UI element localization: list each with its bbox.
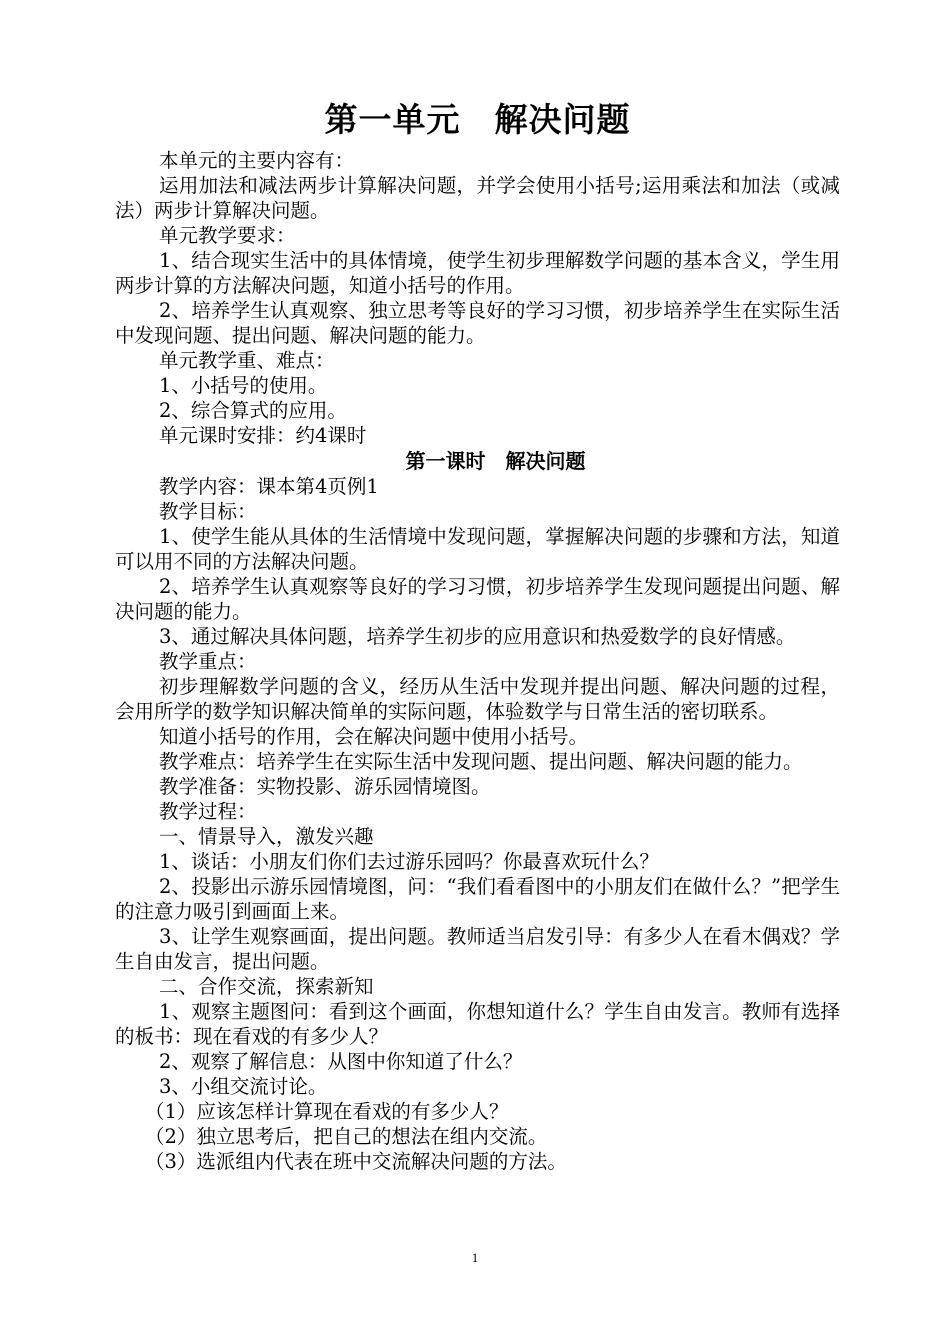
paragraph: 单元课时安排：约4课时: [159, 424, 367, 447]
paragraph: 1、小括号的使用。: [159, 374, 328, 397]
paragraph: 3、让学生观察画面，提出问题。教师适当启发引导：有多少人在看木偶戏？学生自由发言，提出问题。: [115, 925, 840, 973]
paragraph: 初步理解数学问题的含义，经历从生活中发现并提出问题、解决问题的过程，会用所学的数学知识解决简单的实际问题，体验数学与日常生活的密切联系。: [115, 675, 840, 723]
paragraph: 运用加法和减法两步计算解决问题，并学会使用小括号;运用乘法和加法（或减法）两步计算解决问题。: [115, 174, 840, 222]
paragraph: 教学准备：实物投影、游乐园情境图。: [159, 775, 491, 798]
paragraph: 知道小括号的作用，会在解决问题中使用小括号。: [159, 725, 589, 748]
document-page: [115, 92, 840, 1174]
paragraph: （1）应该怎样计算现在看戏的有多少人？: [145, 1100, 509, 1123]
paragraph: 1、谈话：小朋友们你们去过游乐园吗？你最喜欢玩什么？: [159, 850, 659, 873]
lesson-title: 第一课时 解决问题: [405, 449, 586, 473]
paragraph: 3、通过解决具体问题，培养学生初步的应用意识和热爱数学的良好情感。: [159, 625, 796, 648]
paragraph: 教学过程：: [159, 800, 257, 823]
paragraph: （3）选派组内代表在班中交流解决问题的方法。: [145, 1150, 567, 1173]
paragraph: 3、小组交流讨论。: [159, 1075, 328, 1098]
paragraph: 2、综合算式的应用。: [159, 399, 347, 422]
paragraph: 单元教学重、难点：: [159, 349, 335, 372]
paragraph: 2、投影出示游乐园情境图，问：“我们看看图中的小朋友们在做什么？”把学生的注意力吸引到画面上来。: [115, 875, 840, 923]
paragraph: 1、结合现实生活中的具体情境，使学生初步理解数学问题的基本含义，学生用两步计算的方法解决问题，知道小括号的作用。: [115, 249, 840, 297]
paragraph: 2、培养学生认真观察等良好的学习习惯，初步培养学生发现问题提出问题、解决问题的能力。: [115, 575, 840, 623]
paragraph: 单元教学要求：: [159, 224, 296, 247]
paragraph: 教学重点：: [159, 650, 257, 673]
page-number: 1: [471, 1250, 479, 1265]
paragraph: 教学难点：培养学生在实际生活中发现问题、提出问题、解决问题的能力。: [159, 750, 803, 773]
paragraph: 一、情景导入，激发兴趣: [159, 825, 374, 848]
paragraph: 1、使学生能从具体的生活情境中发现问题，掌握解决问题的步骤和方法，知道可以用不同的方法解决问题。: [115, 525, 840, 573]
paragraph: 教学内容：课本第4页例1: [159, 475, 379, 498]
paragraph: 2、观察了解信息：从图中你知道了什么？: [159, 1050, 523, 1073]
paragraph: 二、合作交流，探索新知: [159, 975, 374, 998]
paragraph: 本单元的主要内容有：: [159, 149, 355, 172]
paragraph: 1、观察主题图问：看到这个画面，你想知道什么？学生自由发言。教师有选择的板书：现在看戏的有多少人？: [115, 1000, 840, 1048]
paragraph: （2）独立思考后，把自己的想法在组内交流。: [145, 1125, 548, 1148]
page-title: 第一单元 解决问题: [324, 100, 631, 139]
paragraph: 2、培养学生认真观察、独立思考等良好的学习习惯，初步培养学生在实际生活中发现问题、提出问题、解决问题的能力。: [115, 299, 840, 347]
paragraph: 教学目标：: [159, 500, 257, 523]
